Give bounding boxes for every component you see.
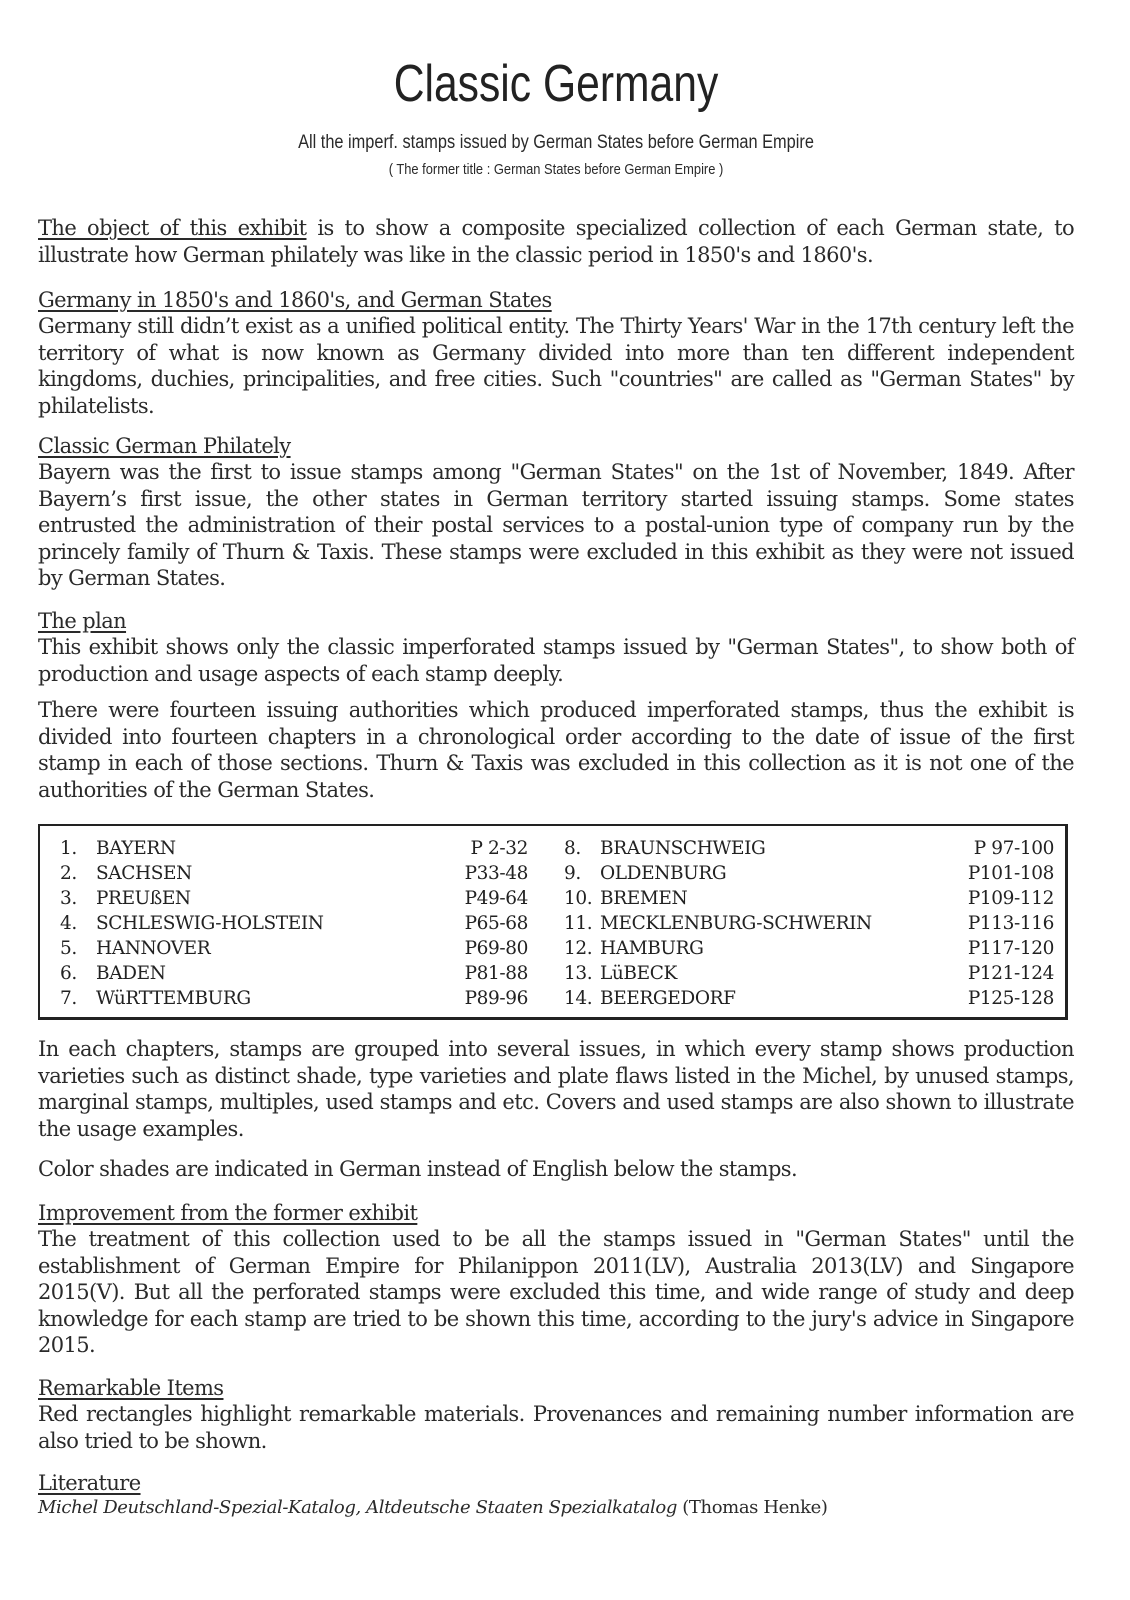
- section-text-2: There were fourteen issuing authorities which produced imperforated stamps, thus the exhibit is divided into fourteen chapters in a chronological order according to the date of issue of the first stamp in each of those sections. Thurn & Taxis was excluded in this collection as it is not one of the authorities of the German States.: [38, 698, 1074, 802]
- page-title: Classic Germany: [393, 55, 719, 113]
- chapter-column-left: [60, 836, 528, 1011]
- literature-reference: [38, 1496, 1074, 1520]
- chapter-row: 10. BREMEN P109-112: [564, 888, 1054, 909]
- section-text: Red rectangles highlight remarkable materials. Provenances and remaining number information are also tried to be shown.: [38, 1402, 1074, 1453]
- chapter-row: 5. HANNOVER P69-80: [60, 938, 528, 959]
- literature-author: (Thomas Henke): [676, 1497, 828, 1518]
- section-heading: Remarkable Items: [38, 1376, 224, 1400]
- section-classic-philately: [38, 433, 1074, 592]
- section-text: Germany still didn’t exist as a unified political entity. The Thirty Years' War in the 17th century left the territory of what is now known as Germany divided into more than ten different independent kingdoms, duchies, principalities, and free cities. Such "countries" are called as "German States" by philatelists.: [38, 314, 1074, 418]
- chapter-column-right: [564, 836, 1054, 1011]
- chapter-row: 13. LüBECK P121-124: [564, 963, 1054, 984]
- section-text: Bayern was the first to issue stamps among "German States" on the 1st of November, 1849. After Bayern’s first issue, the other states in German territory started issuing stamps. Some states entrusted the administration of their postal services to a postal-union type of company run by the princely family of Thurn & Taxis. These stamps were excluded in this exhibit as they were not issued by German States.: [38, 460, 1074, 590]
- section-text: In each chapters, stamps are grouped into several issues, in which every stamp shows production varieties such as distinct shade, type varieties and plate flaws listed in the Michel, by unused stamps, marginal stamps, multiples, used stamps and etc. Covers and used stamps are also shown to illustrate the usage examples.: [38, 1037, 1074, 1141]
- section-text: The treatment of this collection used to be all the stamps issued in "German States" until the establishment of German Empire for Philanippon 2011(LV), Australia 2013(LV) and Singapore 2015(V). But all the perforated stamps were excluded this time, and wide range of study and deep knowledge for each stamp are tried to be shown this time, according to the jury's advice in Singapore 2015.: [38, 1227, 1074, 1357]
- section-heading: The plan: [38, 609, 127, 633]
- chapter-table: [38, 824, 1068, 1020]
- literature-titles: Michel Deutschland-Spezial-Katalog, Altdeutsche Staaten Spezialkatalog: [38, 1497, 677, 1518]
- intro-section: [38, 215, 1074, 268]
- section-text: This exhibit shows only the classic imperforated stamps issued by "German States", to show both of production and usage aspects of each stamp deeply.: [38, 635, 1074, 686]
- section-heading: Classic German Philately: [38, 434, 291, 458]
- chapter-row: 9. OLDENBURG P101-108: [564, 863, 1054, 884]
- chapter-row: 3. PREUßEN P49-64: [60, 888, 528, 909]
- chapter-row: 12. HAMBURG P117-120: [564, 938, 1054, 959]
- chapter-row: 6. BADEN P81-88: [60, 963, 528, 984]
- chapter-row: 8. BRAUNSCHWEIG P 97-100: [564, 838, 1054, 859]
- section-plan: [38, 608, 1074, 803]
- chapter-row: 11. MECKLENBURG-SCHWERIN P113-116: [564, 913, 1054, 934]
- section-color-shades: [38, 1156, 1074, 1183]
- chapter-row: 2. SACHSEN P33-48: [60, 863, 528, 884]
- section-chapters: [38, 1036, 1074, 1142]
- section-literature: [38, 1470, 1074, 1520]
- section-heading: Literature: [38, 1471, 141, 1495]
- chapter-row: 4. SCHLESWIG-HOLSTEIN P65-68: [60, 913, 528, 934]
- chapter-row: 1. BAYERN P 2-32: [60, 838, 528, 859]
- page-subtitle: All the imperf. stamps issued by German States before German Empire: [298, 132, 814, 153]
- section-remarkable-items: [38, 1375, 1074, 1454]
- section-text: Color shades are indicated in German instead of English below the stamps.: [38, 1157, 798, 1181]
- intro-rest: is to show a composite specialized collection of each German state, to illustrate how German philately was like in the classic period in 1850's and 1860's.: [38, 216, 1074, 267]
- former-title: ( The former title : German States before German Empire ): [388, 161, 724, 178]
- chapter-row: 7. WüRTTEMBURG P89-96: [60, 988, 528, 1009]
- intro-paragraph: [38, 215, 1074, 268]
- section-heading: Germany in 1850's and 1860's, and German States: [38, 288, 552, 312]
- section-improvement: [38, 1200, 1074, 1359]
- chapter-row: 14. BEERGEDORF P125-128: [564, 988, 1054, 1009]
- section-heading: Improvement from the former exhibit: [38, 1201, 418, 1225]
- section-germany: [38, 287, 1074, 419]
- intro-lead: The object of this exhibit: [38, 216, 307, 240]
